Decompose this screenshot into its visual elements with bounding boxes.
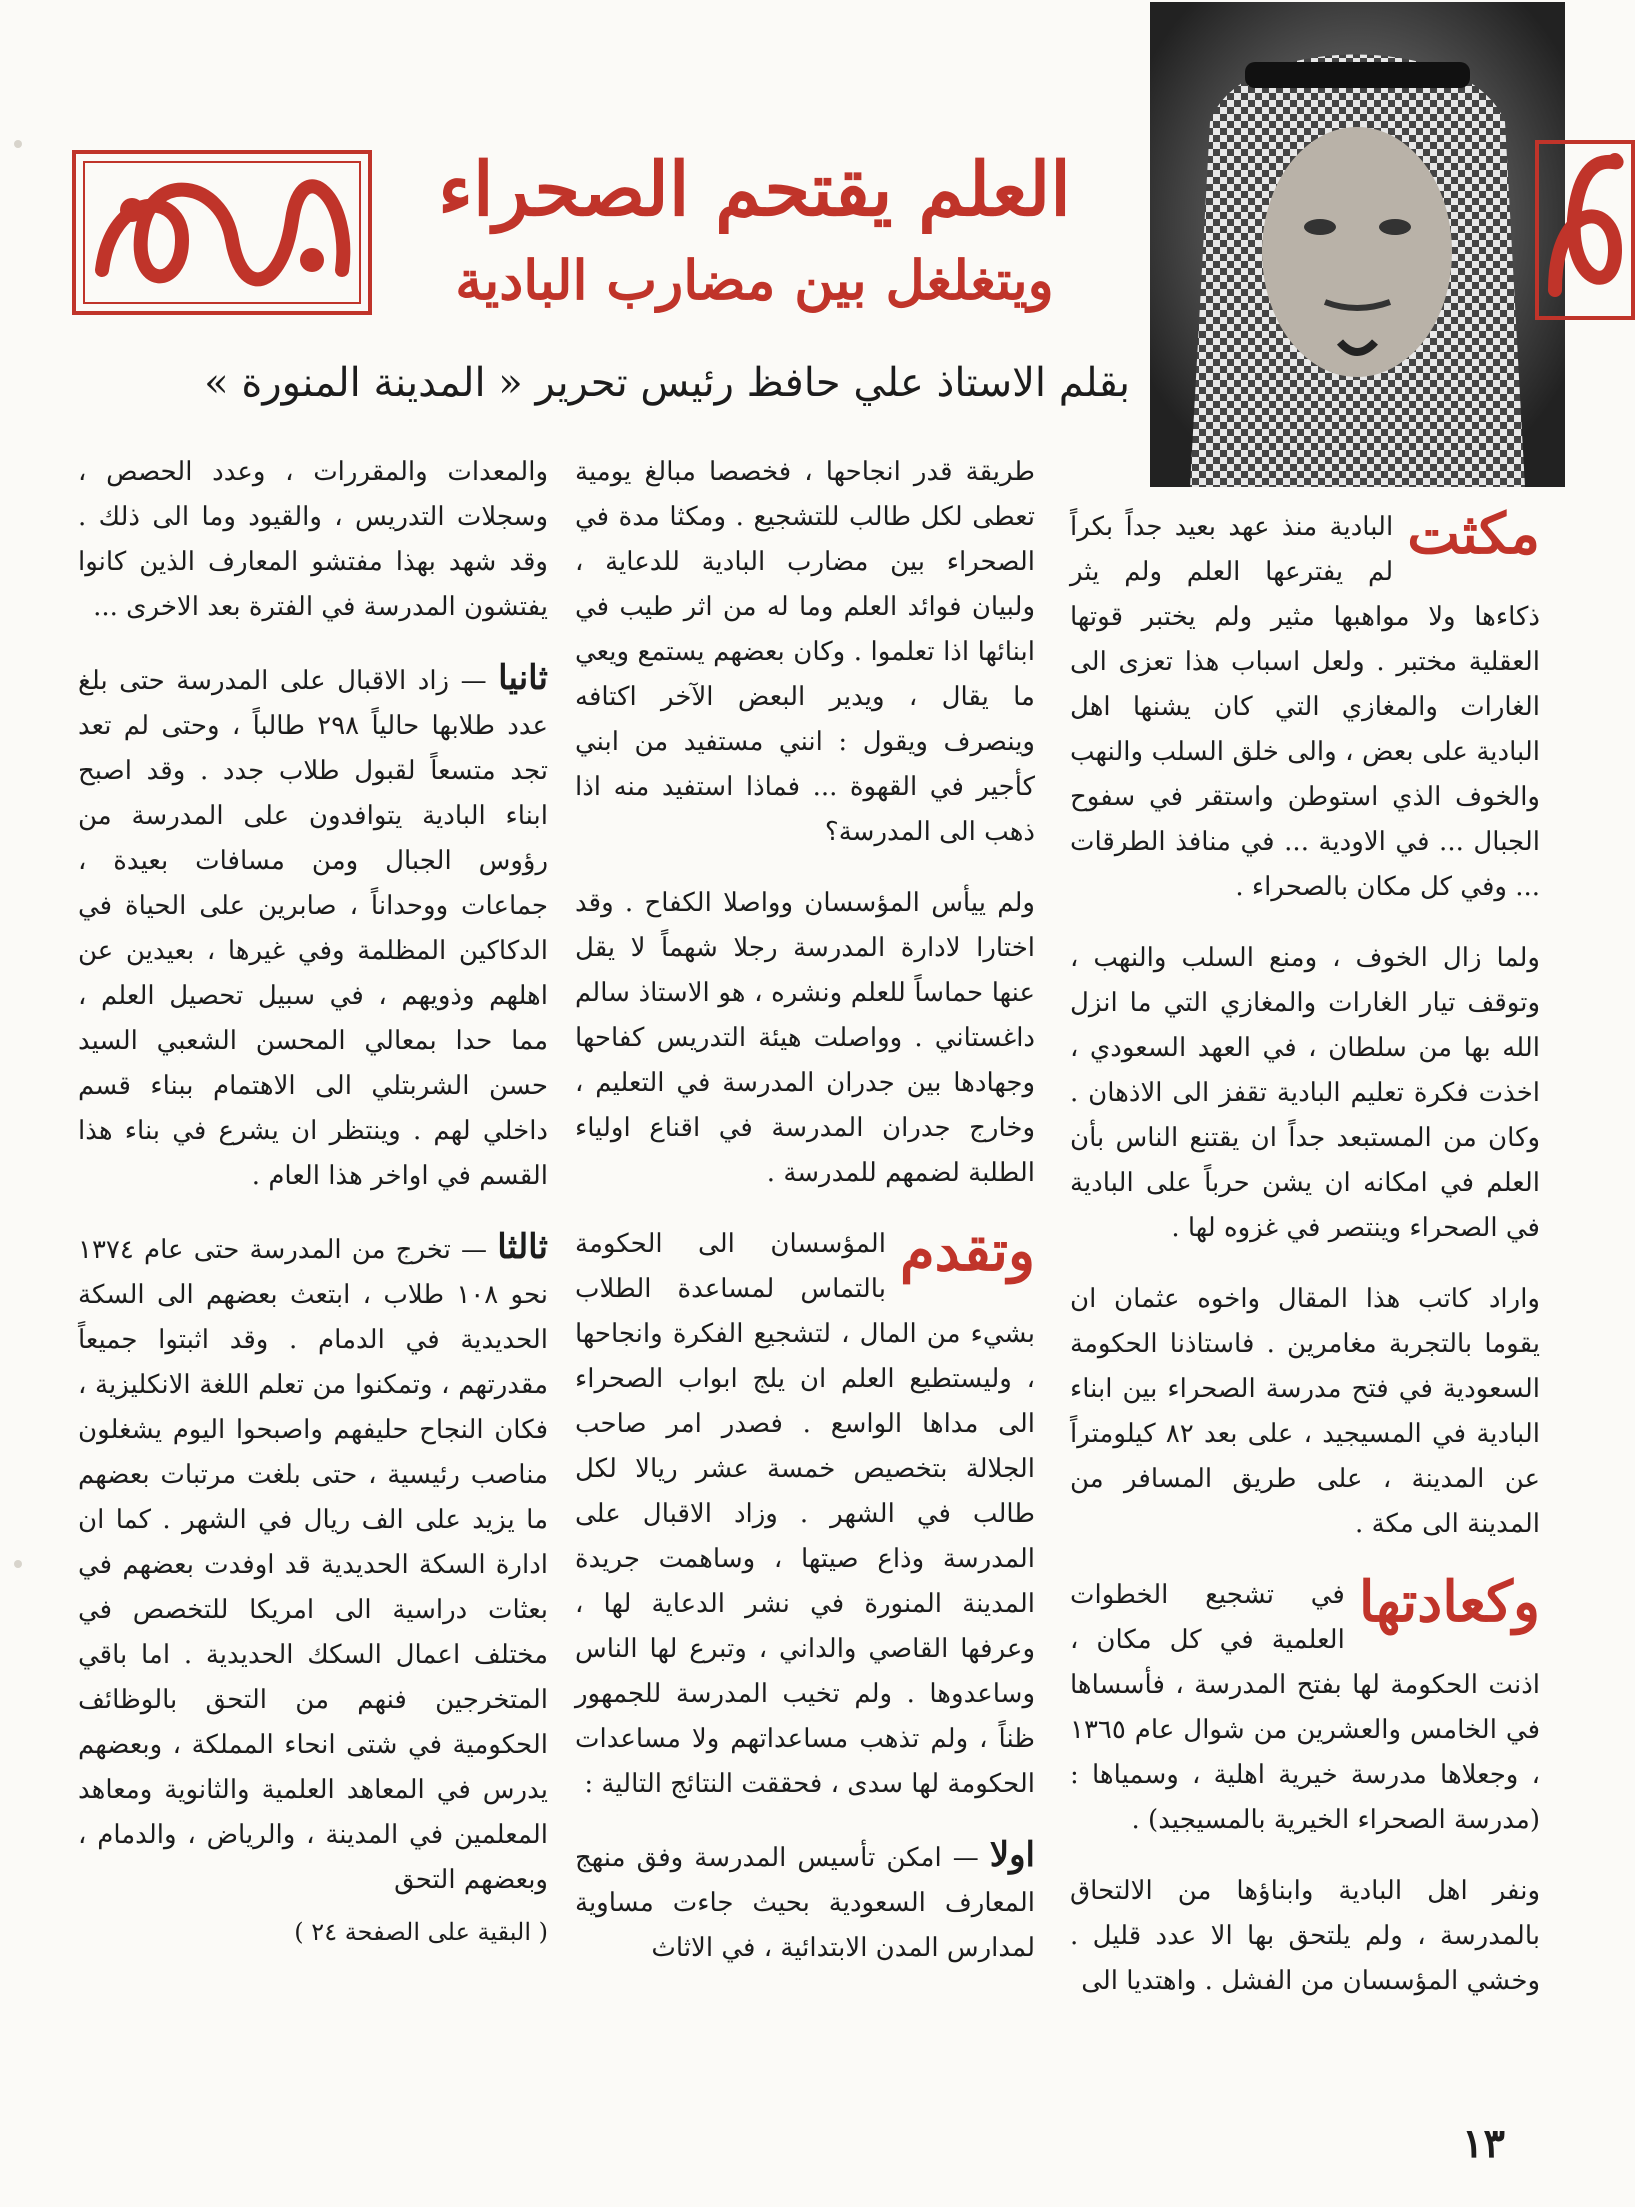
paragraph-text: — تخرج من المدرسة حتى عام ١٣٧٤ نحو ١٠٨ طلاب ، ابتعث بعضهم الى السكة الحديدية في الدمام . وقد اثبتوا جميعاً مقدرتهم ، وتمكنوا من تعلم اللغة الانكليزية ، فكان النجاح حليفهم واصبحوا اليوم يشغلون مناصب رئيسية ، حتى بلغت مرتبات بعضهم ما يزيد على الف ريال في الشهر . كما ان ادارة السكة الحديدية قد اوفدت بعضهم في بعثات دراسية الى امريكا للتخصص في مختلف اعمال السكك الحديدية . اما باقي المتخرجين فنهم من التحق بالوظائف الحكومية في شتى انحاء المملكة ، وبعضهم يدرس في المعاهد العلمية والثانوية ومعاهد المعلمين في المدينة ، والرياض ، والدمام ، وبعضهم التحق xyxy=(78,1235,548,1895)
paragraph xyxy=(575,1218,1035,1807)
paragraph xyxy=(575,1833,1035,1971)
paragraph: ولم ييأس المؤسسان وواصلا الكفاح . وقد اختارا لادارة المدرسة رجلا شهماً لا يقل عنها حماساً للعلم ونشره ، هو الاستاذ سالم داغستاني . وواصلت هيئة التدريس كفاحها وجهادها بين جدران المدرسة في التعليم ، وخارج جدران المدرسة في اقناع اولياء الطلبة لضمهم للمدرسة . xyxy=(575,888,1035,1188)
section-word-taqaddum: وتقدم xyxy=(899,1218,1035,1284)
paragraph-text: في تشجيع الخطوات العلمية في كل مكان ، اذنت الحكومة لها بفتح المدرسة ، فأسساها في الخامس والعشرين من شوال عام ١٣٦٥ ، وجعلاها مدرسة خيرية اهلية ، وسمياها : (مدرسة الصحراء الخيرية بالمسيجيد) . xyxy=(1070,1580,1540,1835)
section-word-wa-adataha: وكعادتها xyxy=(1358,1569,1540,1635)
paragraph-text: — زاد الاقبال على المدرسة حتى بلغ عدد طلابها حالياً ٢٩٨ طالباً ، وحتى لم تعد تجد متسعاً لقبول طلاب جدد . وقد اصبح ابناء البادية يتوافدون على المدرسة من رؤوس الجبال ومن مسافات بعيدة ، جماعات ووحداناً ، صابرين على الحياة في الدكاكين المظلمة وفي غيرها ، بعيدين عن اهلهم وذويهم ، في سبيل تحصيل العلم ، مما حدا بمعالي المحسن الشعبي السيد حسن الشربتلي الى الاهتمام ببناء قسم داخلي لهم . وينتظر ان يشرع في بناء هذا القسم في اواخر هذا العام . xyxy=(78,666,548,1191)
article-column-left xyxy=(78,450,548,1951)
numbered-heading: ثالثا xyxy=(497,1227,549,1267)
paragraph xyxy=(78,656,548,1199)
paragraph: واراد كاتب هذا المقال واخوه عثمان ان يقوما بالتجربة مغامرين . فاستاذنا الحكومة السعودية في فتح مدرسة الصحراء بين ابناء البادية في المسيجيد ، على بعد ٨٢ كيلومتراً عن المدينة ، على طريق المسافر من المدينة الى مكة . xyxy=(1070,1284,1540,1539)
arabesque-ornament-right xyxy=(1535,140,1635,320)
binding-hole xyxy=(14,140,22,148)
byline: بقلم الاستاذ علي حافظ رئيس تحرير « المدينة المنورة » xyxy=(204,360,1130,406)
binding-hole xyxy=(14,1560,22,1568)
paragraph-text: — امكن تأسيس المدرسة وفق منهج المعارف السعودية بحيث جاءت مساوية لمدارس المدن الابتدائية ، في الاثاث xyxy=(575,1843,1035,1963)
title-block xyxy=(372,140,1137,345)
section-word-makathat: مكثت xyxy=(1407,501,1540,567)
arabesque-ornament-left xyxy=(72,150,372,315)
article-column-right xyxy=(1070,501,1541,2030)
paragraph: ولما زال الخوف ، ومنع السلب والنهب ، وتوقف تيار الغارات والمغازي التي ما انزل الله بها من سلطان ، في العهد السعودي ، اخذت فكرة تعليم البادية تقفز الى الاذهان . وكان من المستبعد جداً ان يقتنع الناس بأن العلم في امكانه ان يشن حرباً على البادية في الصحراء وينتصر في غزوه لها . xyxy=(1070,943,1540,1243)
paragraph: والمعدات والمقررات ، وعدد الحصص ، وسجلات التدريس ، والقيود وما الى ذلك . وقد شهد بهذا مفتشو المعارف الذين كانوا يفتشون المدرسة في الفترة بعد الاخرى ... xyxy=(78,457,548,622)
paragraph xyxy=(1070,1569,1540,1843)
numbered-heading: ثانيا xyxy=(498,658,548,698)
author-portrait xyxy=(1150,2,1565,487)
article-column-middle xyxy=(575,450,1035,1997)
page-number: ١٣ xyxy=(1462,2120,1505,2167)
numbered-heading: اولا xyxy=(989,1835,1035,1875)
headline: العلم يقتحم الصحراء xyxy=(438,147,1071,233)
paragraph-text: البادية منذ عهد بعيد جداً بكراً لم يفترعها العلم ولم يثر ذكاءها ولا مواهبها مثير ولم يختبر قوتها العقلية مختبر . ولعل اسباب هذا تعزى الى الغارات والمغازي التي كان يشنها اهل البادية على بعض ، والى خلق السلب والنهب والخوف الذي استوطن واستقر في سفوح الجبال ... في الاودية ... في منافذ الطرقات ... وفي كل مكان بالصحراء . xyxy=(1070,512,1541,902)
paragraph: طريقة قدر انجاحها ، فخصصا مبالغ يومية تعطى لكل طالب للتشجيع . ومكثا مدة في الصحراء بين مضارب البادية للدعاية ، ولبيان فوائد العلم وما له من اثر طيب في ابنائها اذا تعلموا . وكان بعضهم يستمع ويعي ما يقال ، ويدير البعض الآخر اكتافه وينصرف ويقول : انني مستفيد من ابني كأجير في القهوة ... فماذا استفيد منه اذا ذهب الى المدرسة؟ xyxy=(575,457,1035,847)
continued-note: ( البقية على الصفحة ٢٤ ) xyxy=(294,1918,548,1946)
paragraph-text: المؤسسان الى الحكومة بالتماس لمساعدة الطلاب بشيء من المال ، لتشجيع الفكرة وانجاحها ، وليستطيع العلم ان يلج ابواب الصحراء الى مداها الواسع . فصدر امر صاحب الجلالة بتخصيص خمسة عشر ريالا لكل طالب في الشهر . وزاد الاقبال على المدرسة وذاع صيتها ، وساهمت جريدة المدينة المنورة في نشر الدعاية لها ، وعرفها القاصي والداني ، وتبرع لها الناس وساعدوها . ولم تخيب المدرسة للجمهور ظناً ، ولم تذهب مساعداتهم ولا مساعدات الحكومة لها سدى ، فحققت النتائج التالية : xyxy=(575,1229,1035,1799)
paragraph xyxy=(78,1225,548,1903)
paragraph: ونفر اهل البادية وابناؤها من الالتحاق بالمدرسة ، ولم يلتحق بها الا عدد قليل . وخشي المؤسسان من الفشل . واهتديا الى xyxy=(1070,1876,1540,1996)
subheadline: ويتغلغل بين مضارب البادية xyxy=(455,248,1054,312)
paragraph xyxy=(1070,501,1541,910)
